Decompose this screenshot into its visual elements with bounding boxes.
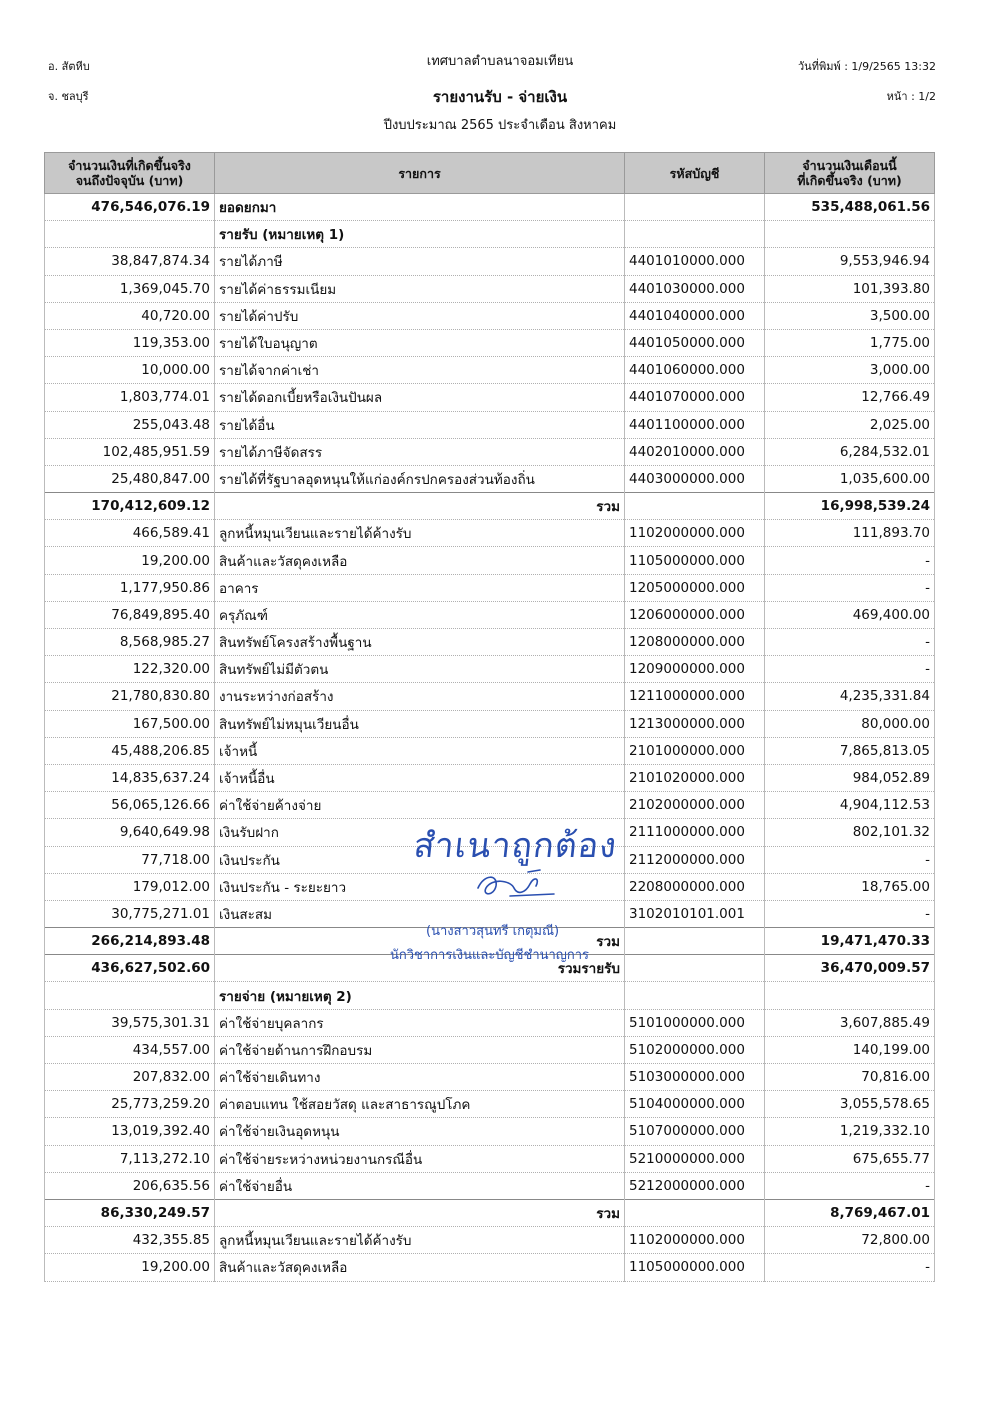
cell-account-code: 1213000000.000 xyxy=(625,710,765,737)
cell-cumulative: 25,480,847.00 xyxy=(45,465,215,492)
header-account-code: รหัสบัญชี xyxy=(625,153,765,194)
stamp-title: สำเนาถูกต้อง xyxy=(411,826,620,866)
cell-item: รายรับ (หมายเหตุ 1) xyxy=(215,221,625,248)
cell-monthly: 16,998,539.24 xyxy=(765,493,935,520)
table-row xyxy=(45,710,935,737)
cell-item: ค่าใช้จ่ายค้างจ่าย xyxy=(215,792,625,819)
cell-monthly: - xyxy=(765,900,935,927)
cell-item: รายจ่าย (หมายเหตุ 2) xyxy=(215,982,625,1009)
table-row xyxy=(45,846,935,873)
cell-cumulative: 266,214,893.48 xyxy=(45,928,215,955)
cell-account-code: 4402010000.000 xyxy=(625,438,765,465)
cell-item: รายได้ภาษี xyxy=(215,248,625,275)
cell-cumulative: 56,065,126.66 xyxy=(45,792,215,819)
cell-monthly: 1,775.00 xyxy=(765,329,935,356)
cell-item: รวม xyxy=(215,928,625,955)
cell-item: ค่าใช้จ่ายระหว่างหน่วยงานกรณีอื่น xyxy=(215,1145,625,1172)
cell-monthly: - xyxy=(765,629,935,656)
cell-account-code: 1209000000.000 xyxy=(625,656,765,683)
cell-item: อาคาร xyxy=(215,574,625,601)
cell-monthly: - xyxy=(765,1172,935,1199)
cell-cumulative: 102,485,951.59 xyxy=(45,438,215,465)
table-row xyxy=(45,629,935,656)
table-row xyxy=(45,411,935,438)
cell-account-code xyxy=(625,982,765,1009)
table-total-row xyxy=(45,1199,935,1226)
cell-cumulative: 39,575,301.31 xyxy=(45,1009,215,1036)
cell-item: งานระหว่างก่อสร้าง xyxy=(215,683,625,710)
table-header-row xyxy=(45,153,935,194)
cell-monthly: 9,553,946.94 xyxy=(765,248,935,275)
cell-cumulative: 207,832.00 xyxy=(45,1064,215,1091)
cell-item: ค่าใช้จ่ายด้านการฝึกอบรม xyxy=(215,1036,625,1063)
cell-account-code: 1211000000.000 xyxy=(625,683,765,710)
cell-account-code xyxy=(625,194,765,221)
table-row xyxy=(45,1145,935,1172)
cell-account-code xyxy=(625,221,765,248)
cell-cumulative: 476,546,076.19 xyxy=(45,194,215,221)
header-cumulative: จำนวนเงินที่เกิดขึ้นจริง จนถึงปัจจุบัน (บาท) xyxy=(45,153,215,194)
cell-cumulative: 9,640,649.98 xyxy=(45,819,215,846)
cell-cumulative: 76,849,895.40 xyxy=(45,601,215,628)
cell-account-code: 1208000000.000 xyxy=(625,629,765,656)
table-row xyxy=(45,737,935,764)
cell-cumulative: 466,589.41 xyxy=(45,520,215,547)
table-row xyxy=(45,384,935,411)
cell-monthly: 469,400.00 xyxy=(765,601,935,628)
cell-cumulative: 30,775,271.01 xyxy=(45,900,215,927)
cell-item: เจ้าหนี้อื่น xyxy=(215,764,625,791)
cell-monthly: 4,904,112.53 xyxy=(765,792,935,819)
cell-item: รวม xyxy=(215,1199,625,1226)
cell-cumulative: 434,557.00 xyxy=(45,1036,215,1063)
cell-cumulative: 122,320.00 xyxy=(45,656,215,683)
cell-monthly: 1,219,332.10 xyxy=(765,1118,935,1145)
cell-cumulative: 40,720.00 xyxy=(45,302,215,329)
report-title: รายงานรับ - จ่ายเงิน xyxy=(432,88,568,106)
table-row xyxy=(45,1036,935,1063)
cell-account-code: 5212000000.000 xyxy=(625,1172,765,1199)
cell-item: เงินรับฝาก xyxy=(215,819,625,846)
cell-item: ลูกหนี้หมุนเวียนและรายได้ค้างรับ xyxy=(215,1227,625,1254)
cell-account-code: 5102000000.000 xyxy=(625,1036,765,1063)
cell-account-code: 4401030000.000 xyxy=(625,275,765,302)
district-label: อ. สัตหีบ xyxy=(48,60,90,73)
cell-account-code: 4401060000.000 xyxy=(625,357,765,384)
table-row xyxy=(45,438,935,465)
cell-monthly: 3,607,885.49 xyxy=(765,1009,935,1036)
cell-item: สินทรัพย์ไม่หมุนเวียนอื่น xyxy=(215,710,625,737)
table-row xyxy=(45,1172,935,1199)
cell-item: รายได้ค่าปรับ xyxy=(215,302,625,329)
table-total-row xyxy=(45,928,935,955)
table-row xyxy=(45,329,935,356)
cell-monthly: - xyxy=(765,656,935,683)
cell-cumulative: 8,568,985.27 xyxy=(45,629,215,656)
cell-monthly: 18,765.00 xyxy=(765,873,935,900)
cell-account-code: 1105000000.000 xyxy=(625,547,765,574)
cell-item: รายได้ค่าธรรมเนียม xyxy=(215,275,625,302)
header-item: รายการ xyxy=(215,153,625,194)
cell-item: รายได้ที่รัฐบาลอุดหนุนให้แก่องค์กรปกครองส่วนท้องถิ่น xyxy=(215,465,625,492)
cell-item: ลูกหนี้หมุนเวียนและรายได้ค้างรับ xyxy=(215,520,625,547)
cell-account-code: 2111000000.000 xyxy=(625,819,765,846)
cell-monthly: 802,101.32 xyxy=(765,819,935,846)
signer-name: (นางสาวสุนทรี เกตุมณี) xyxy=(426,924,560,939)
cell-cumulative: 170,412,609.12 xyxy=(45,493,215,520)
table-row xyxy=(45,520,935,547)
table-row xyxy=(45,873,935,900)
cell-account-code: 3102010101.001 xyxy=(625,900,765,927)
cell-item: รายได้ภาษีจัดสรร xyxy=(215,438,625,465)
cell-monthly: - xyxy=(765,574,935,601)
cell-monthly: 1,035,600.00 xyxy=(765,465,935,492)
cell-account-code: 5210000000.000 xyxy=(625,1145,765,1172)
table-row xyxy=(45,465,935,492)
cell-cumulative: 7,113,272.10 xyxy=(45,1145,215,1172)
cell-monthly: 101,393.80 xyxy=(765,275,935,302)
cell-item: ค่าตอบแทน ใช้สอยวัสดุ และสาธารณูปโภค xyxy=(215,1091,625,1118)
cell-account-code: 5104000000.000 xyxy=(625,1091,765,1118)
cell-item: เงินประกัน xyxy=(215,846,625,873)
cell-cumulative: 14,835,637.24 xyxy=(45,764,215,791)
table-row xyxy=(45,574,935,601)
cell-cumulative: 13,019,392.40 xyxy=(45,1118,215,1145)
cell-account-code: 4401070000.000 xyxy=(625,384,765,411)
print-date: วันที่พิมพ์ : 1/9/2565 13:32 xyxy=(798,60,936,73)
cell-account-code: 2112000000.000 xyxy=(625,846,765,873)
cell-item: ค่าใช้จ่ายบุคลากร xyxy=(215,1009,625,1036)
cell-item: เงินประกัน - ระยะยาว xyxy=(215,873,625,900)
cell-monthly: 7,865,813.05 xyxy=(765,737,935,764)
cell-account-code: 1206000000.000 xyxy=(625,601,765,628)
table-body xyxy=(45,194,935,1282)
cell-account-code: 4401100000.000 xyxy=(625,411,765,438)
table-row xyxy=(45,683,935,710)
cell-monthly: 36,470,009.57 xyxy=(765,955,935,982)
cell-monthly: 535,488,061.56 xyxy=(765,194,935,221)
cell-monthly: 8,769,467.01 xyxy=(765,1199,935,1226)
table-row xyxy=(45,1064,935,1091)
cell-monthly: 3,000.00 xyxy=(765,357,935,384)
cell-item: สินค้าและวัสดุคงเหลือ xyxy=(215,1254,625,1281)
cell-item: รวมรายรับ xyxy=(215,955,625,982)
signer-position: นักวิชาการเงินและบัญชีชำนาญการ xyxy=(390,948,590,963)
cell-monthly: 72,800.00 xyxy=(765,1227,935,1254)
cell-cumulative: 45,488,206.85 xyxy=(45,737,215,764)
cell-account-code xyxy=(625,955,765,982)
cell-cumulative: 10,000.00 xyxy=(45,357,215,384)
table-row xyxy=(45,1091,935,1118)
cell-item: รายได้จากค่าเช่า xyxy=(215,357,625,384)
table-row xyxy=(45,357,935,384)
cell-cumulative: 19,200.00 xyxy=(45,547,215,574)
table-row xyxy=(45,1118,935,1145)
table-row xyxy=(45,1254,935,1281)
cell-account-code: 2208000000.000 xyxy=(625,873,765,900)
cell-cumulative: 206,635.56 xyxy=(45,1172,215,1199)
table-row xyxy=(45,656,935,683)
header-meta xyxy=(798,52,936,112)
cell-monthly: - xyxy=(765,547,935,574)
cell-account-code: 1105000000.000 xyxy=(625,1254,765,1281)
cell-account-code: 1102000000.000 xyxy=(625,520,765,547)
cell-item: รวม xyxy=(215,493,625,520)
cell-cumulative: 21,780,830.80 xyxy=(45,683,215,710)
cell-monthly: 675,655.77 xyxy=(765,1145,935,1172)
table-section-row xyxy=(45,221,935,248)
cell-cumulative: 167,500.00 xyxy=(45,710,215,737)
header-monthly: จำนวนเงินเดือนนี้ ที่เกิดขึ้นจริง (บาท) xyxy=(765,153,935,194)
cell-account-code: 2102000000.000 xyxy=(625,792,765,819)
table-row xyxy=(45,601,935,628)
cell-account-code: 1102000000.000 xyxy=(625,1227,765,1254)
cell-item: สินค้าและวัสดุคงเหลือ xyxy=(215,547,625,574)
cell-cumulative: 77,718.00 xyxy=(45,846,215,873)
cell-item: ค่าใช้จ่ายเงินอุดหนุน xyxy=(215,1118,625,1145)
table-row xyxy=(45,275,935,302)
cell-monthly: 80,000.00 xyxy=(765,710,935,737)
cell-cumulative: 25,773,259.20 xyxy=(45,1091,215,1118)
table-row xyxy=(45,1227,935,1254)
table-row xyxy=(45,248,935,275)
cell-monthly: 2,025.00 xyxy=(765,411,935,438)
cell-account-code xyxy=(625,493,765,520)
cell-monthly: 6,284,532.01 xyxy=(765,438,935,465)
table-section-row xyxy=(45,982,935,1009)
cell-cumulative xyxy=(45,221,215,248)
table-row xyxy=(45,302,935,329)
cell-cumulative: 86,330,249.57 xyxy=(45,1199,215,1226)
cell-monthly xyxy=(765,221,935,248)
organization-name: เทศบาลตำบลนาจอมเทียน xyxy=(426,54,574,69)
table-row xyxy=(45,792,935,819)
cell-monthly: 984,052.89 xyxy=(765,764,935,791)
table-row xyxy=(45,547,935,574)
cell-monthly: - xyxy=(765,846,935,873)
cell-item: ค่าใช้จ่ายเดินทาง xyxy=(215,1064,625,1091)
cell-item: ค่าใช้จ่ายอื่น xyxy=(215,1172,625,1199)
cell-item: เจ้าหนี้ xyxy=(215,737,625,764)
cell-cumulative: 1,369,045.70 xyxy=(45,275,215,302)
cell-cumulative: 1,803,774.01 xyxy=(45,384,215,411)
cell-cumulative: 179,012.00 xyxy=(45,873,215,900)
cell-account-code: 2101000000.000 xyxy=(625,737,765,764)
report-table xyxy=(44,152,935,1282)
cell-cumulative: 432,355.85 xyxy=(45,1227,215,1254)
table-row xyxy=(45,900,935,927)
cell-account-code: 5103000000.000 xyxy=(625,1064,765,1091)
cell-item: สินทรัพย์ไม่มีตัวตน xyxy=(215,656,625,683)
table-row xyxy=(45,194,935,221)
table-total-row xyxy=(45,955,935,982)
cell-cumulative xyxy=(45,982,215,1009)
cell-cumulative: 38,847,874.34 xyxy=(45,248,215,275)
cell-cumulative: 19,200.00 xyxy=(45,1254,215,1281)
cell-item: รายได้ใบอนุญาต xyxy=(215,329,625,356)
cell-item: รายได้ดอกเบี้ยหรือเงินปันผล xyxy=(215,384,625,411)
cell-cumulative: 436,627,502.60 xyxy=(45,955,215,982)
cell-monthly: 70,816.00 xyxy=(765,1064,935,1091)
cell-monthly xyxy=(765,982,935,1009)
page-number: หน้า : 1/2 xyxy=(886,90,936,103)
cell-monthly: 111,893.70 xyxy=(765,520,935,547)
cell-account-code: 2101020000.000 xyxy=(625,764,765,791)
table-total-row xyxy=(45,493,935,520)
cell-cumulative: 1,177,950.86 xyxy=(45,574,215,601)
cell-monthly: 12,766.49 xyxy=(765,384,935,411)
cell-item: ครุภัณฑ์ xyxy=(215,601,625,628)
report-subtitle: ปีงบประมาณ 2565 ประจำเดือน สิงหาคม xyxy=(383,118,617,133)
cell-item: สินทรัพย์โครงสร้างพื้นฐาน xyxy=(215,629,625,656)
table-row xyxy=(45,764,935,791)
cell-monthly: 19,471,470.33 xyxy=(765,928,935,955)
province-label: จ. ชลบุรี xyxy=(48,90,89,103)
cell-monthly: - xyxy=(765,1254,935,1281)
cell-account-code: 4401040000.000 xyxy=(625,302,765,329)
cell-item: รายได้อื่น xyxy=(215,411,625,438)
cell-item: เงินสะสม xyxy=(215,900,625,927)
cell-account-code: 4403000000.000 xyxy=(625,465,765,492)
table-row xyxy=(45,1009,935,1036)
cell-cumulative: 119,353.00 xyxy=(45,329,215,356)
cell-account-code xyxy=(625,928,765,955)
cell-monthly: 140,199.00 xyxy=(765,1036,935,1063)
cell-item: ยอดยกมา xyxy=(215,194,625,221)
cell-account-code: 4401010000.000 xyxy=(625,248,765,275)
cell-monthly: 4,235,331.84 xyxy=(765,683,935,710)
cell-cumulative: 255,043.48 xyxy=(45,411,215,438)
table-row xyxy=(45,819,935,846)
cell-monthly: 3,055,578.65 xyxy=(765,1091,935,1118)
cell-account-code: 5101000000.000 xyxy=(625,1009,765,1036)
cell-account-code: 5107000000.000 xyxy=(625,1118,765,1145)
cell-account-code xyxy=(625,1199,765,1226)
cell-account-code: 4401050000.000 xyxy=(625,329,765,356)
cell-monthly: 3,500.00 xyxy=(765,302,935,329)
cell-account-code: 1205000000.000 xyxy=(625,574,765,601)
